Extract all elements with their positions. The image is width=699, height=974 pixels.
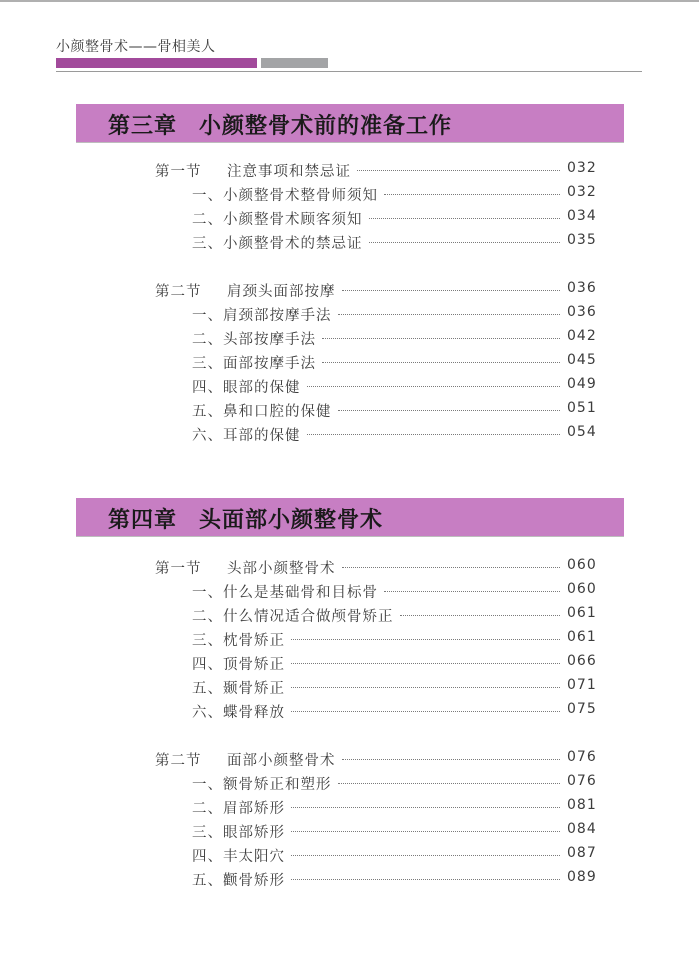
- item-label: 三、眼部矫形: [192, 825, 285, 841]
- toc-item-row[interactable]: [0, 674, 699, 698]
- toc-item-row[interactable]: [0, 602, 699, 626]
- page-number: 066: [567, 653, 597, 669]
- leader-dots: [369, 242, 560, 243]
- item-label: 二、小颜整骨术顾客须知: [192, 212, 363, 228]
- page-number: 089: [567, 869, 597, 885]
- chapter-number: 第三章: [108, 114, 178, 139]
- leader-dots: [342, 567, 560, 568]
- page-number: 076: [567, 749, 597, 765]
- toc-item-row[interactable]: [0, 301, 699, 325]
- chapter-title: 头面部小颜整骨术: [199, 508, 384, 533]
- item-label: 一、什么是基础骨和目标骨: [192, 585, 378, 601]
- leader-dots: [291, 639, 560, 640]
- section-title: 头部小颜整骨术: [227, 561, 336, 577]
- toc-item-row[interactable]: [0, 373, 699, 397]
- leader-dots: [307, 386, 560, 387]
- leader-dots: [307, 434, 560, 435]
- item-label: 二、眉部矫形: [192, 801, 285, 817]
- toc-section-row[interactable]: [0, 746, 699, 770]
- leader-dots: [291, 663, 560, 664]
- toc-item-row[interactable]: [0, 818, 699, 842]
- leader-dots: [342, 759, 560, 760]
- leader-dots: [291, 831, 560, 832]
- leader-dots: [322, 362, 560, 363]
- page-number: 075: [567, 701, 597, 717]
- toc-item-row[interactable]: [0, 650, 699, 674]
- toc-item-row[interactable]: [0, 421, 699, 445]
- section-title: 注意事项和禁忌证: [227, 164, 351, 180]
- toc-item-row[interactable]: [0, 578, 699, 602]
- toc-item-row[interactable]: [0, 770, 699, 794]
- toc-item-row[interactable]: [0, 349, 699, 373]
- item-label: 一、额骨矫正和塑形: [192, 777, 332, 793]
- chapter-rule: [76, 536, 624, 537]
- page-number: 084: [567, 821, 597, 837]
- toc-section-row[interactable]: [0, 277, 699, 301]
- running-header-title: 小颜整骨术——骨相美人: [56, 39, 216, 55]
- page-number: 045: [567, 352, 597, 368]
- toc-item-row[interactable]: [0, 866, 699, 890]
- item-label: 四、丰太阳穴: [192, 849, 285, 865]
- item-label: 四、顶骨矫正: [192, 657, 285, 673]
- toc-item-row[interactable]: [0, 698, 699, 722]
- leader-dots: [369, 218, 560, 219]
- page-number: 076: [567, 773, 597, 789]
- page-number: 034: [567, 208, 597, 224]
- page-number: 032: [567, 184, 597, 200]
- section-label: 第一节: [155, 561, 202, 577]
- top-border: [0, 0, 699, 2]
- item-label: 五、鼻和口腔的保健: [192, 404, 332, 420]
- toc-item-row[interactable]: [0, 205, 699, 229]
- item-label: 三、面部按摩手法: [192, 356, 316, 372]
- chapter-heading: [76, 498, 624, 536]
- toc-item-row[interactable]: [0, 397, 699, 421]
- toc-item-row[interactable]: [0, 181, 699, 205]
- chapter-heading: [76, 104, 624, 142]
- section-title: 肩颈头面部按摩: [227, 284, 336, 300]
- page-number: 061: [567, 605, 597, 621]
- leader-dots: [384, 591, 560, 592]
- toc-item-row[interactable]: [0, 842, 699, 866]
- leader-dots: [322, 338, 560, 339]
- page-number: 061: [567, 629, 597, 645]
- header-rule: [56, 71, 642, 72]
- page-number: 049: [567, 376, 597, 392]
- item-label: 三、小颜整骨术的禁忌证: [192, 236, 363, 252]
- leader-dots: [291, 711, 560, 712]
- item-label: 四、眼部的保健: [192, 380, 301, 396]
- leader-dots: [338, 314, 560, 315]
- toc-item-row[interactable]: [0, 325, 699, 349]
- toc-section-row[interactable]: [0, 157, 699, 181]
- item-label: 五、颞骨矫正: [192, 681, 285, 697]
- toc-item-row[interactable]: [0, 626, 699, 650]
- item-label: 六、蝶骨释放: [192, 705, 285, 721]
- leader-dots: [338, 410, 560, 411]
- leader-dots: [291, 807, 560, 808]
- item-label: 三、枕骨矫正: [192, 633, 285, 649]
- item-label: 二、头部按摩手法: [192, 332, 316, 348]
- leader-dots: [291, 687, 560, 688]
- toc-item-row[interactable]: [0, 794, 699, 818]
- page-number: 042: [567, 328, 597, 344]
- leader-dots: [400, 615, 560, 616]
- section-label: 第一节: [155, 164, 202, 180]
- page-number: 051: [567, 400, 597, 416]
- leader-dots: [338, 783, 560, 784]
- leader-dots: [384, 194, 560, 195]
- header-accent-bar-gray: [261, 58, 328, 68]
- toc-section-row[interactable]: [0, 554, 699, 578]
- page-number: 032: [567, 160, 597, 176]
- chapter-title: 小颜整骨术前的准备工作: [199, 114, 453, 139]
- section-label: 第二节: [155, 284, 202, 300]
- leader-dots: [291, 879, 560, 880]
- toc-item-row[interactable]: [0, 229, 699, 253]
- page-number: 081: [567, 797, 597, 813]
- page-number: 036: [567, 304, 597, 320]
- leader-dots: [291, 855, 560, 856]
- section-title: 面部小颜整骨术: [227, 753, 336, 769]
- page-number: 060: [567, 557, 597, 573]
- chapter-number: 第四章: [108, 508, 178, 533]
- page-number: 060: [567, 581, 597, 597]
- item-label: 六、耳部的保健: [192, 428, 301, 444]
- page-number: 071: [567, 677, 597, 693]
- header-accent-bar: [56, 58, 257, 68]
- leader-dots: [357, 170, 560, 171]
- section-label: 第二节: [155, 753, 202, 769]
- page-number: 036: [567, 280, 597, 296]
- item-label: 一、小颜整骨术整骨师须知: [192, 188, 378, 204]
- item-label: 二、什么情况适合做颅骨矫正: [192, 609, 394, 625]
- chapter-rule: [76, 142, 624, 143]
- page-number: 054: [567, 424, 597, 440]
- page-number: 035: [567, 232, 597, 248]
- page-number: 087: [567, 845, 597, 861]
- item-label: 一、肩颈部按摩手法: [192, 308, 332, 324]
- leader-dots: [342, 290, 560, 291]
- item-label: 五、颧骨矫形: [192, 873, 285, 889]
